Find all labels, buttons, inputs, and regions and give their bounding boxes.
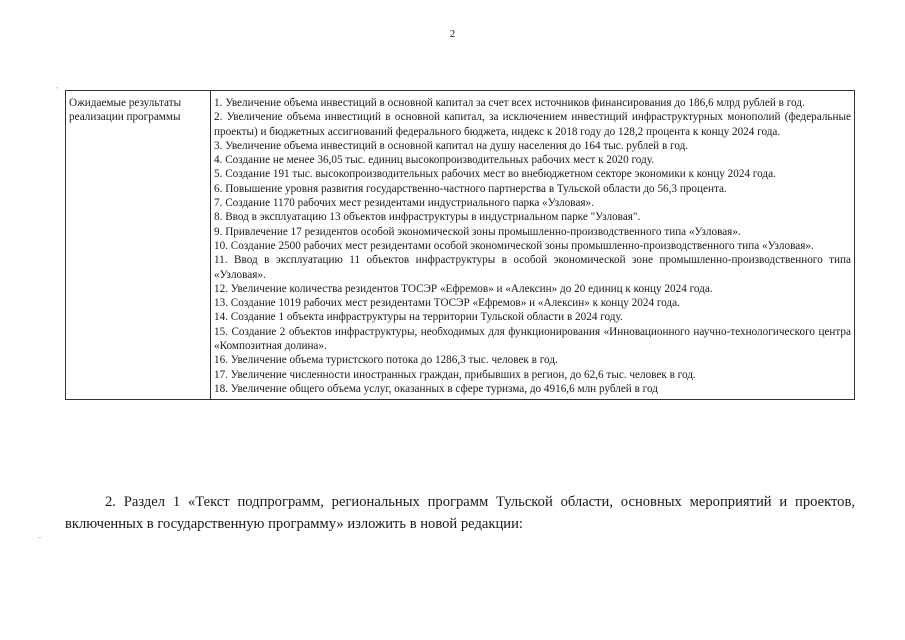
page-number: 2 <box>449 28 456 40</box>
result-item: 15. Создание 2 объектов инфраструктуры, необходимых для функционирования «Инновационного научно-технологического центра «Композитная долина». <box>214 325 851 353</box>
results-label-cell: Ожидаемые результаты реализации программы <box>66 91 211 400</box>
scan-margin-mark: _ <box>38 531 42 539</box>
result-item: 17. Увеличение численности иностранных граждан, прибывших в регион, до 62,6 тыс. человек в год. <box>214 368 696 381</box>
result-item: 5. Создание 191 тыс. высокопроизводительных рабочих мест во внебюджетном секторе экономики к концу 2024 года. <box>214 168 776 181</box>
result-item: 16. Увеличение объема туристского потока до 1286,3 тыс. человек в год. <box>214 354 558 367</box>
results-items-cell <box>211 91 855 400</box>
result-item: 13. Создание 1019 рабочих мест резидентами ТОСЭР «Ефремов» и «Алексин» к концу 2024 года. <box>214 297 680 310</box>
result-item: 7. Создание 1170 рабочих мест резидентами индустриального парка «Узловая». <box>214 197 594 210</box>
table-row <box>66 91 855 400</box>
result-item: 11. Ввод в эксплуатацию 11 объектов инфраструктуры в особой экономической зоне промышленно-производственного типа «Узловая». <box>214 254 851 281</box>
result-item: 2. Увеличение объема инвестиций в основной капитал, за исключением инвестиций инфраструктурных монополий (федеральные проекты) и бюджетных ассигнований федерального бюджета, индекс к 2018 году до 128,2 процента к концу 2024 года. <box>214 111 851 138</box>
result-item: 12. Увеличение количества резидентов ТОСЭР «Ефремов» и «Алексин» до 20 единиц к концу 2024 года. <box>214 282 713 295</box>
expected-results-table <box>65 90 855 400</box>
result-item: 3. Увеличение объема инвестиций в основной капитал на душу населения до 164 тыс. рублей в год. <box>214 139 689 152</box>
result-item: 10. Создание 2500 рабочих мест резидентами особой экономической зоны промышленно-производственного типа «Узловая». <box>214 239 814 252</box>
result-item: 14. Создание 1 объекта инфраструктуры на территории Тульской области в 2024 году. <box>214 311 623 324</box>
result-item: 6. Повышение уровня развития государственно-частного партнерства в Тульской области до 56,3 процента. <box>214 182 727 195</box>
result-item: 1. Увеличение объема инвестиций в основной капитал за счет всех источников финансирования до 186,6 млрд рублей в год. <box>214 97 805 109</box>
scan-margin-mark: , <box>56 82 58 90</box>
result-item: 4. Создание не менее 36,05 тыс. единиц высокопроизводительных рабочих мест к 2020 году. <box>214 154 655 167</box>
body-paragraph: 2. Раздел 1 «Текст подпрограмм, региональных программ Тульской области, основных мероприятий и проектов, включенных в государственную программу» изложить в новой редакции: <box>65 494 855 532</box>
result-item: 9. Привлечение 17 резидентов особой экономической зоны промышленно-производственного типа «Узловая». <box>214 225 741 238</box>
result-item: 18. Увеличение общего объема услуг, оказанных в сфере туризма, до 4916,6 млн рублей в год <box>214 382 658 395</box>
result-item: 8. Ввод в эксплуатацию 13 объектов инфраструктуры в индустриальном парке "Узловая". <box>214 211 641 224</box>
